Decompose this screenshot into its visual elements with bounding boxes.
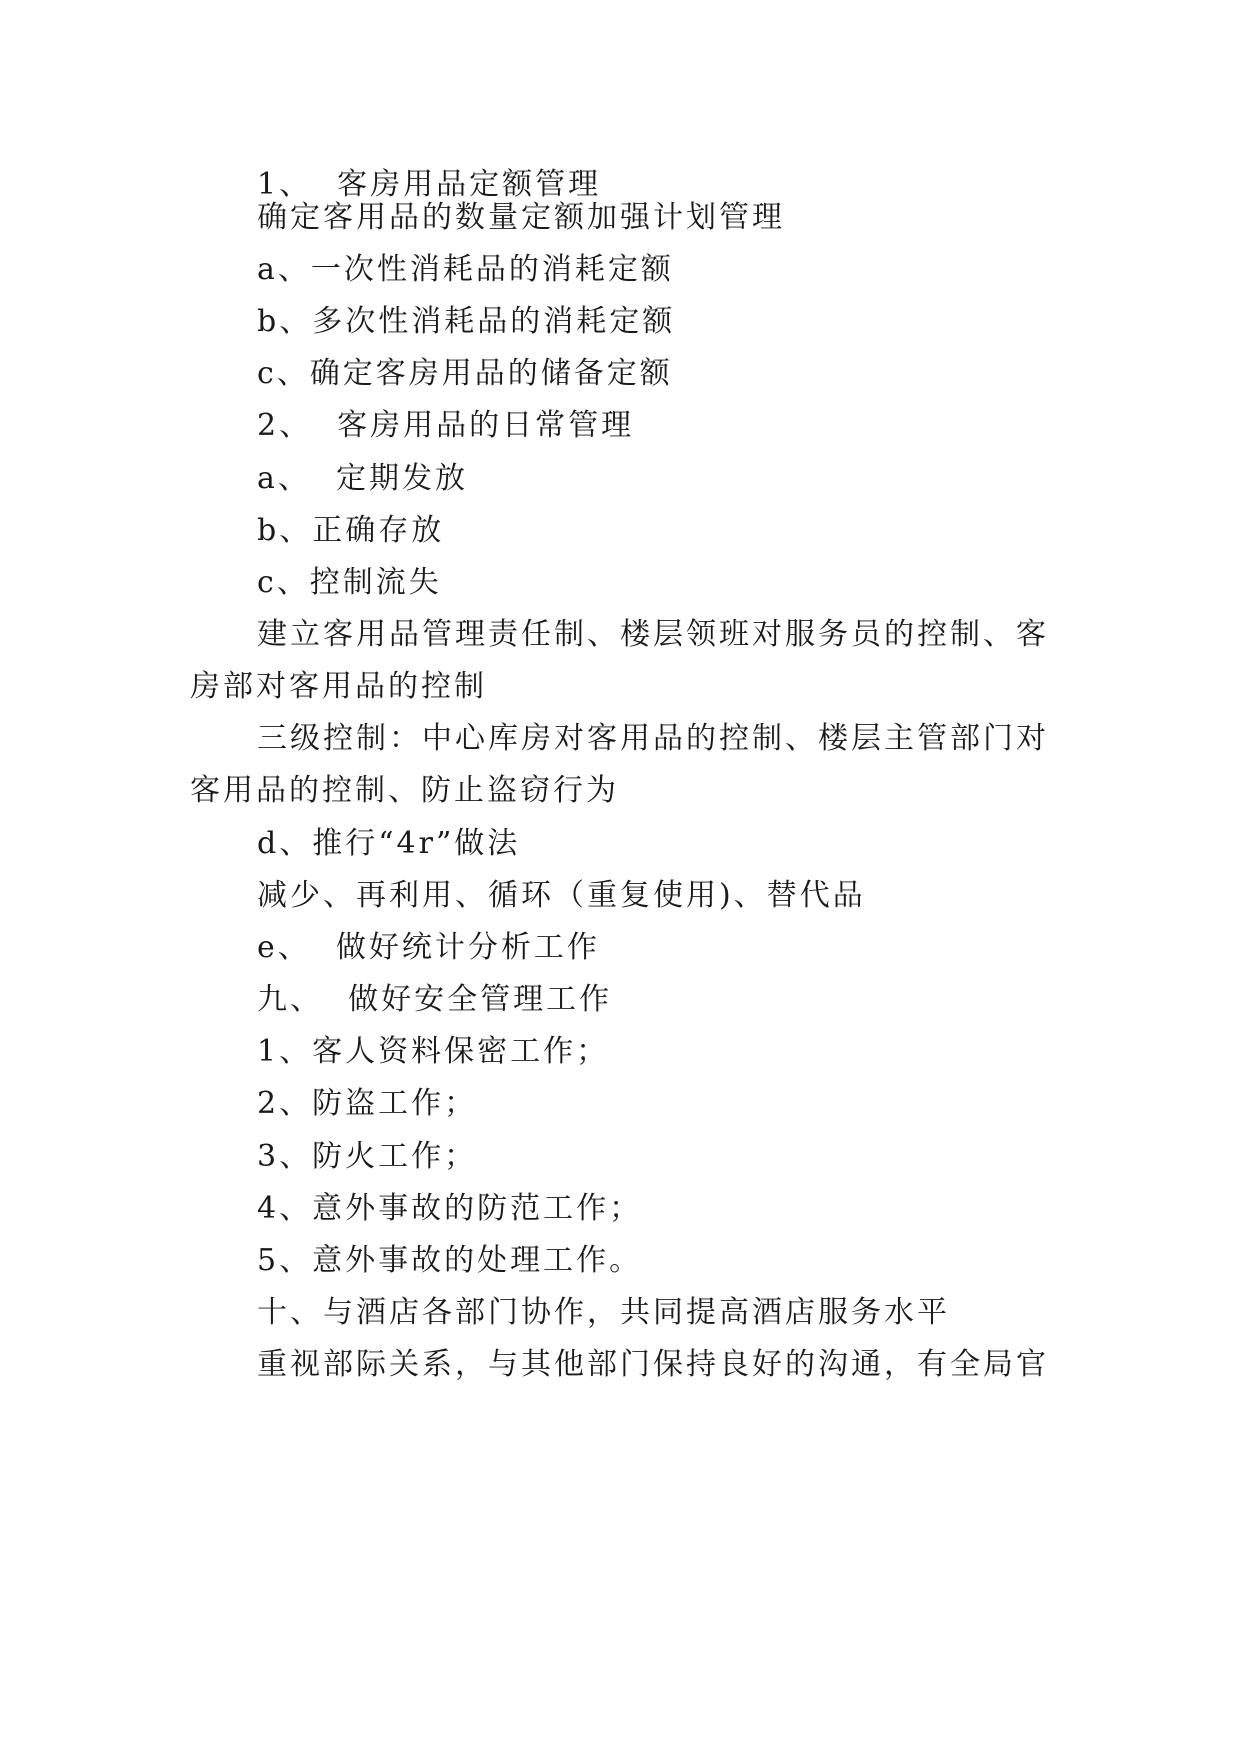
text-line: 客用品的控制、防止盗窃行为 [190, 773, 619, 808]
text-line: a、一次性消耗品的消耗定额 [257, 252, 674, 287]
text-line: 确定客用品的数量定额加强计划管理 [257, 200, 785, 235]
text-line: 房部对客用品的控制 [190, 669, 487, 704]
text-line: 重视部际关系，与其他部门保持良好的沟通，有全局官 [257, 1347, 1049, 1382]
text-line: 建立客用品管理责任制、楼层领班对服务员的控制、客 [257, 617, 1049, 652]
text-line: 减少、再利用、循环（重复使用)、替代品 [257, 878, 866, 913]
text-line: 3、防火工作； [257, 1139, 478, 1174]
text-line: 2、 客房用品的日常管理 [257, 408, 635, 443]
text-line: c、控制流失 [257, 565, 442, 600]
text-line: e、 做好统计分析工作 [257, 930, 600, 965]
text-line: b、多次性消耗品的消耗定额 [257, 304, 676, 339]
text-line: 三级控制：中心库房对客用品的控制、楼层主管部门对 [257, 721, 1049, 756]
text-line: 十、与酒店各部门协作，共同提高酒店服务水平 [257, 1295, 950, 1330]
text-line: a、 定期发放 [257, 461, 468, 496]
text-line: 1、 客房用品定额管理 [257, 167, 602, 202]
text-line: 1、客人资料保密工作； [257, 1034, 610, 1069]
text-line: b、正确存放 [257, 513, 445, 548]
text-line: d、推行“4r”做法 [257, 826, 521, 861]
text-line: 2、防盗工作； [257, 1086, 478, 1121]
text-line: c、确定客房用品的储备定额 [257, 356, 673, 391]
text-line: 4、意外事故的防范工作； [257, 1191, 643, 1226]
text-line: 5、意外事故的处理工作。 [257, 1243, 643, 1278]
text-line: 九、 做好安全管理工作 [257, 982, 613, 1017]
